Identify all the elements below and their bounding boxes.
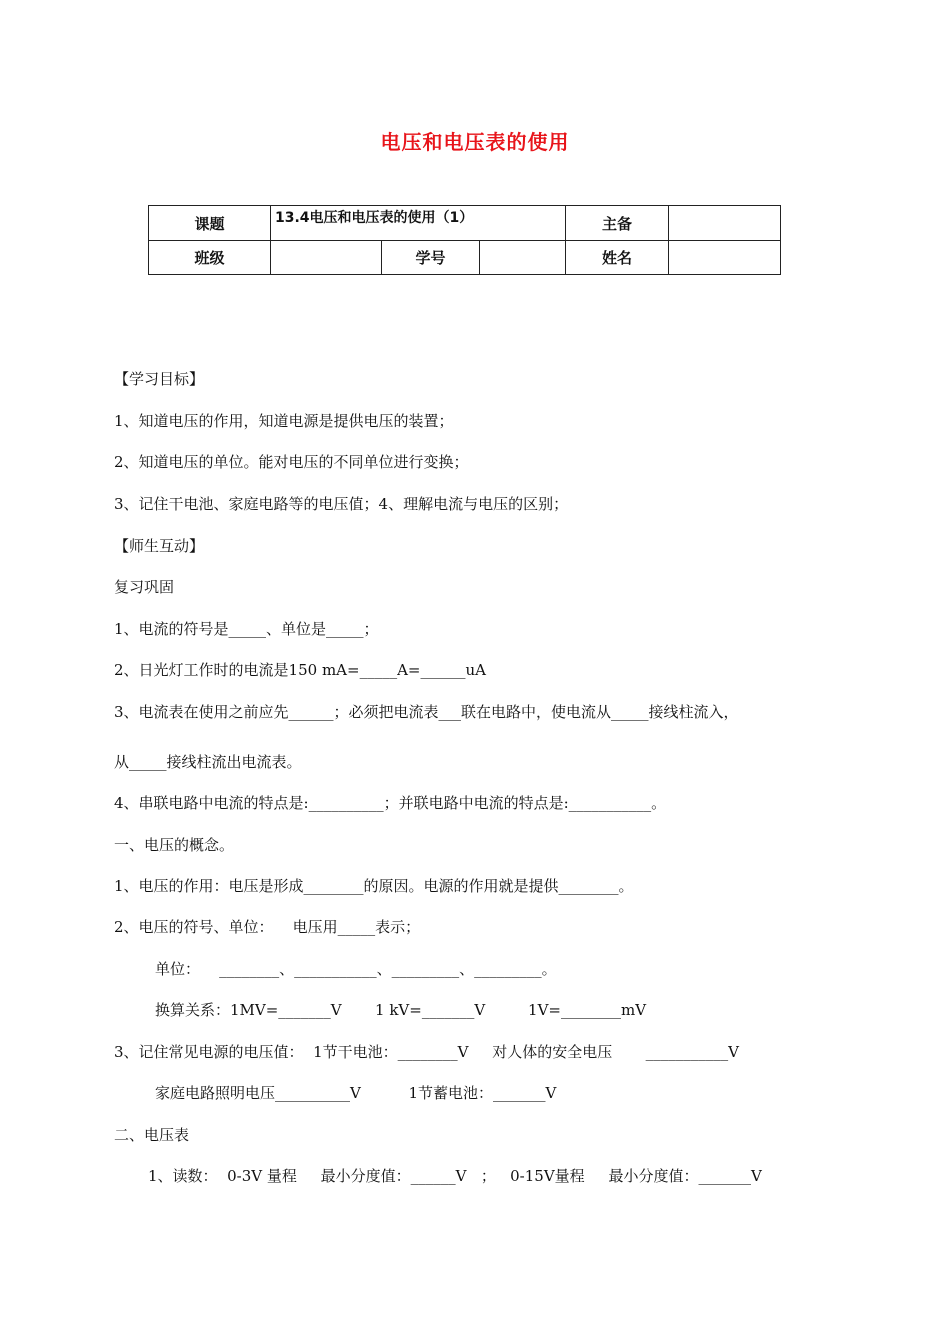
- section-heading-goals: 【学习目标】: [114, 370, 205, 388]
- subheading-review: 复习巩固: [114, 578, 175, 596]
- topic-label: 课题: [149, 206, 271, 241]
- id-label: 学号: [382, 241, 480, 275]
- text-line: 换算关系：1MV=_______V 1 kV=_______V 1V=________mV: [155, 1001, 647, 1019]
- text-line: 3、记住干电池、家庭电路等的电压值；4、理解电流与电压的区别；: [114, 495, 569, 513]
- page-title: 电压和电压表的使用: [380, 130, 570, 154]
- text-line: 3、电流表在使用之前应先______；必须把电流表___联在电路中，使电流从_____接线柱流入，: [114, 703, 739, 721]
- section-heading-interaction: 【师生互动】: [114, 537, 205, 555]
- text-line: 1、电流的符号是_____、单位是_____；: [114, 620, 379, 638]
- text-line: 2、电压的符号、单位： 电压用_____表示；: [114, 918, 421, 936]
- text-line: 1、读数： 0-3V 量程 最小分度值：______V ； 0-15V量程 最小分度值：_______V: [148, 1167, 762, 1185]
- topic-value: 13.4电压和电压表的使用（1）: [271, 206, 566, 241]
- text-line: 2、日光灯工作时的电流是150 mA=_____A=______uA: [114, 661, 486, 679]
- class-field[interactable]: [271, 241, 382, 275]
- section-heading-voltage-concept: 一、电压的概念。: [114, 836, 235, 854]
- text-line: 从_____接线柱流出电流表。: [114, 753, 302, 771]
- class-label: 班级: [149, 241, 271, 275]
- info-row-1: [149, 206, 781, 241]
- name-label: 姓名: [566, 241, 669, 275]
- info-row-2: [149, 241, 781, 275]
- text-line: 单位： ________、___________、_________、_________。: [155, 960, 557, 978]
- info-table: [148, 205, 781, 275]
- text-line: 2、知道电压的单位。能对电压的不同单位进行变换；: [114, 453, 469, 471]
- text-line: 4、串联电路中电流的特点是:__________；并联电路中电流的特点是:___________。: [114, 794, 667, 812]
- section-heading-voltmeter: 二、电压表: [114, 1126, 190, 1144]
- id-field[interactable]: [480, 241, 566, 275]
- text-line: 家庭电路照明电压__________V 1节蓄电池：_______V: [155, 1084, 557, 1102]
- text-line: 1、知道电压的作用，知道电源是提供电压的装置；: [114, 412, 454, 430]
- lead-label: 主备: [566, 206, 669, 241]
- lead-field[interactable]: [669, 206, 781, 241]
- name-field[interactable]: [669, 241, 781, 275]
- text-line: 3、记住常见电源的电压值： 1节干电池：________V 对人体的安全电压 ___________V: [114, 1043, 740, 1061]
- text-line: 1、电压的作用：电压是形成________的原因。电源的作用就是提供________。: [114, 877, 634, 895]
